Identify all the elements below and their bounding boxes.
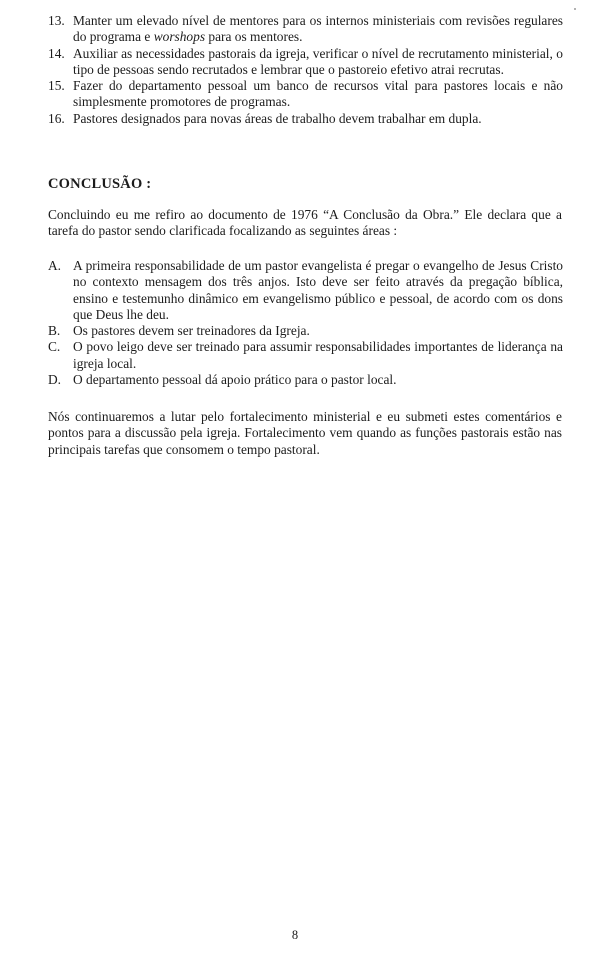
intro-paragraph: Concluindo eu me refiro ao documento de 1976 “A Conclusão da Obra.” Ele declara que a tarefa do pastor sendo clarificada focalizando as seguintes áreas :: [48, 207, 562, 239]
item-number: 16.: [48, 110, 65, 126]
closing-paragraph: Nós continuaremos a lutar pelo fortalecimento ministerial e eu submeti estes comentários e pontos para a discussão pela igreja. Fortalecimento vem quando as funções pastorais estão nas principais tarefas que consomem o tempo pastoral.: [48, 409, 562, 457]
item-text: A primeira responsabilidade de um pastor evangelista é pregar o evangelho de Jesus Cristo no contexto mensagem dos três anjos. Isto deve ser feito através da pregação bíblica, ensino e testemunho dinâmico em evangelismo público e pessoal, de acordo com os dons que Deus lhe deu.: [73, 258, 563, 322]
item-text: Os pastores devem ser treinadores da Igreja.: [73, 323, 310, 339]
item-letter: A.: [48, 258, 62, 273]
list-item: [48, 13, 563, 46]
list-item: [48, 372, 563, 388]
item-text: Pastores designados para novas áreas de trabalho devem trabalhar em dupla.: [73, 110, 482, 126]
list-item: [48, 111, 563, 127]
item-text-italic: worshops: [153, 29, 206, 45]
item-letter: C.: [48, 339, 61, 355]
item-text: O departamento pessoal dá apoio prático para o pastor local.: [73, 372, 397, 388]
list-item: [48, 323, 563, 339]
item-text-part: Manter um elevado nível de mentores para os internos ministeriais com revisões regulares do programa e: [73, 13, 563, 45]
item-text: O povo leigo deve ser treinado para assumir responsabilidades importantes de liderança na igreja local.: [73, 339, 563, 371]
scan-speck: [574, 8, 576, 10]
list-item: [48, 339, 563, 372]
section-heading: CONCLUSÃO :: [48, 176, 152, 192]
item-text: Fazer do departamento pessoal um banco de recursos vital para pastores locais e não simplesmente promotores de programas.: [73, 78, 563, 110]
numbered-list: [48, 13, 563, 127]
item-number: 15.: [48, 78, 65, 94]
item-letter: B.: [48, 323, 61, 339]
list-item: [48, 78, 563, 111]
item-text-part: para os mentores.: [205, 29, 303, 45]
item-number: 13.: [48, 13, 65, 28]
page-number: 8: [291, 928, 299, 942]
item-letter: D.: [48, 372, 62, 388]
list-item: [48, 258, 563, 323]
lettered-list: [48, 258, 563, 388]
item-text: Auxiliar as necessidades pastorais da igreja, verificar o nível de recrutamento ministerial, o tipo de pessoas sendo recrutados e lembrar que o pastoreio efetivo atrai recrutas.: [73, 45, 563, 77]
item-text: [73, 13, 563, 46]
list-item: [48, 46, 563, 79]
item-number: 14.: [48, 45, 65, 61]
